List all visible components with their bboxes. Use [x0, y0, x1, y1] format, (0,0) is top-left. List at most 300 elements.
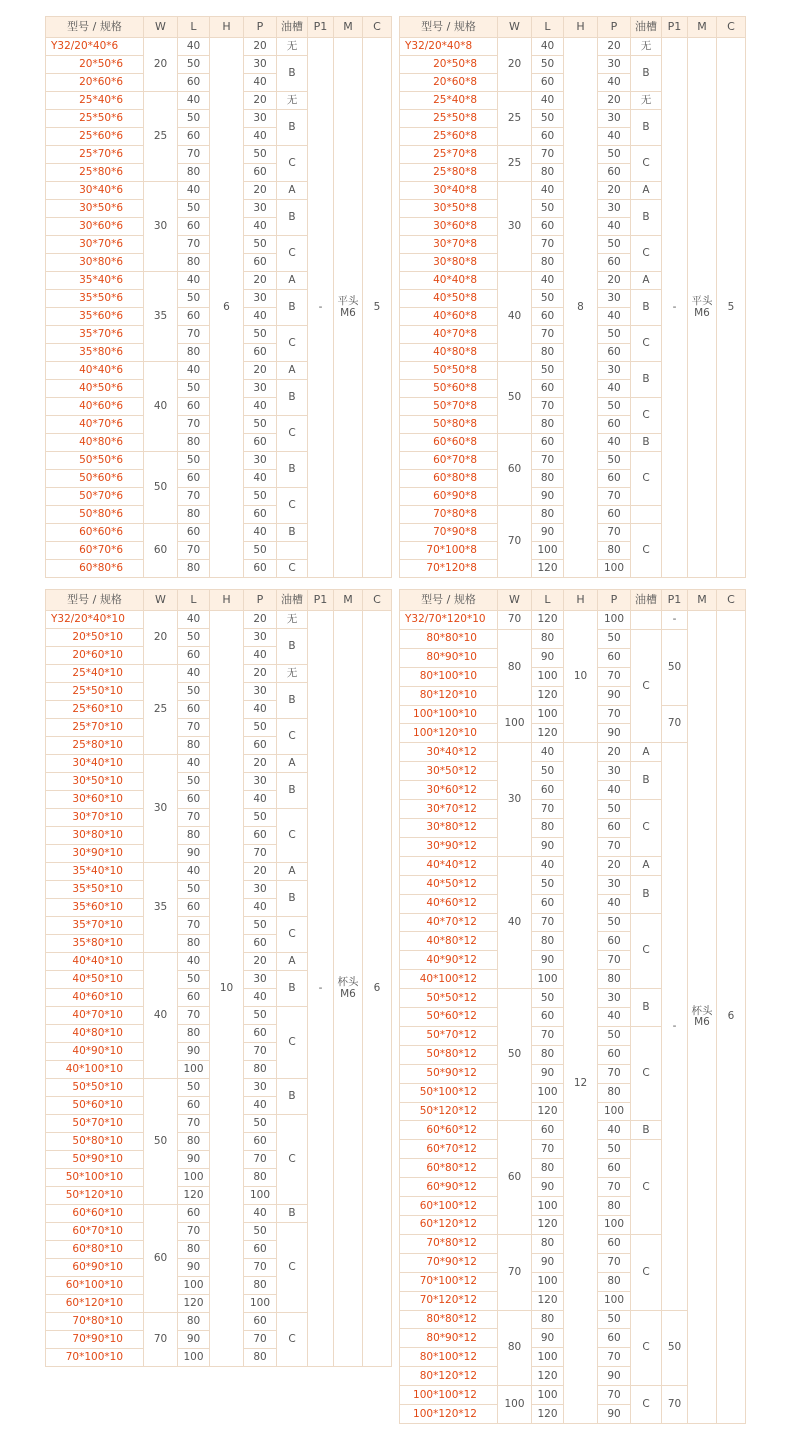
length-cell: 50 [178, 629, 210, 647]
pitch-cell: 20 [244, 272, 277, 290]
groove-cell: C [631, 1310, 662, 1386]
length-cell: 50 [532, 200, 564, 218]
pitch-cell: 40 [244, 647, 277, 665]
length-cell: 90 [178, 845, 210, 863]
length-cell: 40 [178, 755, 210, 773]
model-cell: 60*90*12 [400, 1178, 498, 1197]
groove-cell: 无 [631, 38, 662, 56]
length-cell: 50 [178, 683, 210, 701]
model-cell: 40*100*10 [46, 1061, 144, 1079]
column-header: P [598, 17, 631, 38]
length-cell: 60 [178, 74, 210, 92]
groove-cell: B [277, 380, 308, 416]
model-cell: 40*90*10 [46, 1043, 144, 1061]
spec-table-6mm [45, 16, 392, 578]
column-header: 型号 / 规格 [46, 17, 144, 38]
pitch-cell: 30 [598, 110, 631, 128]
pitch-cell: 20 [244, 665, 277, 683]
column-header: 型号 / 规格 [400, 17, 498, 38]
groove-cell: C [277, 488, 308, 524]
groove-cell: A [277, 362, 308, 380]
groove-cell: B [277, 110, 308, 146]
length-cell: 60 [178, 989, 210, 1007]
pitch-cell: 30 [244, 56, 277, 74]
c-value-cell: 6 [717, 611, 746, 1424]
model-cell: Y32/20*40*8 [400, 38, 498, 56]
length-cell: 100 [532, 667, 564, 686]
pitch-cell: 60 [598, 932, 631, 951]
width-cell: 40 [498, 856, 532, 988]
length-cell: 70 [532, 452, 564, 470]
pitch-cell: 60 [244, 434, 277, 452]
column-header: W [144, 590, 178, 611]
length-cell: 60 [532, 380, 564, 398]
length-cell: 70 [532, 800, 564, 819]
pitch-cell: 30 [244, 971, 277, 989]
model-cell: 30*80*8 [400, 254, 498, 272]
pitch-cell: 80 [244, 1349, 277, 1367]
pitch-cell: 50 [244, 146, 277, 164]
model-cell: 25*50*8 [400, 110, 498, 128]
height-cell: 10 [564, 611, 598, 743]
pitch-cell: 50 [244, 416, 277, 434]
width-cell: 70 [498, 611, 532, 630]
pitch-cell: 100 [598, 1291, 631, 1310]
length-cell: 90 [532, 1064, 564, 1083]
mount-cell: 杯头 M6 [688, 611, 717, 1424]
groove-cell: B [631, 1121, 662, 1140]
model-cell: 40*40*6 [46, 362, 144, 380]
groove-cell: B [277, 773, 308, 809]
width-cell: 50 [498, 362, 532, 434]
model-cell: 30*40*10 [46, 755, 144, 773]
length-cell: 80 [178, 506, 210, 524]
length-cell: 120 [178, 1187, 210, 1205]
model-cell: 40*90*12 [400, 951, 498, 970]
model-cell: 30*70*10 [46, 809, 144, 827]
model-cell: 30*80*12 [400, 818, 498, 837]
length-cell: 70 [178, 542, 210, 560]
pitch-cell: 80 [598, 970, 631, 989]
model-cell: 70*90*10 [46, 1331, 144, 1349]
pitch-cell: 40 [244, 128, 277, 146]
length-cell: 70 [178, 917, 210, 935]
model-cell: 30*70*6 [46, 236, 144, 254]
model-cell: 60*120*12 [400, 1216, 498, 1235]
length-cell: 40 [532, 856, 564, 875]
length-cell: 60 [178, 128, 210, 146]
model-cell: 50*90*12 [400, 1064, 498, 1083]
width-cell: 50 [498, 989, 532, 1121]
length-cell: 80 [532, 818, 564, 837]
width-cell: 30 [144, 182, 178, 272]
table-row [400, 611, 746, 630]
groove-cell: B [631, 362, 662, 398]
model-cell: 30*40*12 [400, 743, 498, 762]
pitch-cell: 60 [598, 818, 631, 837]
groove-cell: B [277, 452, 308, 488]
model-cell: 40*80*6 [46, 434, 144, 452]
model-cell: 60*100*10 [46, 1277, 144, 1295]
length-cell: 50 [178, 881, 210, 899]
table-row [46, 611, 392, 629]
spec-table-8mm [399, 16, 746, 578]
column-header: P1 [662, 590, 688, 611]
length-cell: 70 [178, 488, 210, 506]
pitch-cell: 50 [244, 1115, 277, 1133]
groove-cell: C [631, 452, 662, 506]
length-cell: 40 [532, 38, 564, 56]
p1-cell: - [308, 38, 334, 578]
pitch-cell: 50 [598, 1140, 631, 1159]
model-cell: 30*50*6 [46, 200, 144, 218]
model-cell: 40*50*10 [46, 971, 144, 989]
pitch-cell: 40 [598, 128, 631, 146]
length-cell: 80 [532, 1045, 564, 1064]
model-cell: 60*70*10 [46, 1223, 144, 1241]
groove-cell: A [277, 272, 308, 290]
column-header: L [532, 17, 564, 38]
length-cell: 60 [532, 74, 564, 92]
length-cell: 80 [532, 470, 564, 488]
column-header: 型号 / 规格 [400, 590, 498, 611]
pitch-cell: 50 [244, 719, 277, 737]
length-cell: 50 [178, 971, 210, 989]
pitch-cell: 70 [598, 1348, 631, 1367]
model-cell: 40*50*12 [400, 875, 498, 894]
model-cell: 60*120*10 [46, 1295, 144, 1313]
model-cell: 35*60*6 [46, 308, 144, 326]
length-cell: 60 [532, 128, 564, 146]
length-cell: 50 [532, 362, 564, 380]
table-row [46, 38, 392, 56]
length-cell: 60 [532, 1008, 564, 1027]
length-cell: 70 [178, 326, 210, 344]
column-header: L [532, 590, 564, 611]
p1-cell: - [662, 611, 688, 630]
model-cell: 25*70*10 [46, 719, 144, 737]
length-cell: 100 [532, 542, 564, 560]
model-cell: 50*50*10 [46, 1079, 144, 1097]
length-cell: 90 [178, 1331, 210, 1349]
model-cell: 80*100*10 [400, 667, 498, 686]
groove-cell: B [631, 875, 662, 913]
length-cell: 60 [178, 308, 210, 326]
groove-cell: B [631, 989, 662, 1027]
model-cell: 50*120*12 [400, 1102, 498, 1121]
length-cell: 80 [532, 164, 564, 182]
model-cell: 50*70*10 [46, 1115, 144, 1133]
length-cell: 70 [178, 809, 210, 827]
pitch-cell: 60 [598, 1045, 631, 1064]
pitch-cell: 60 [598, 416, 631, 434]
groove-cell: C [277, 236, 308, 272]
pitch-cell: 70 [598, 951, 631, 970]
model-cell: 40*70*8 [400, 326, 498, 344]
model-cell: 80*120*10 [400, 686, 498, 705]
model-cell: 50*60*12 [400, 1008, 498, 1027]
length-cell: 100 [532, 1197, 564, 1216]
length-cell: 100 [178, 1169, 210, 1187]
groove-cell: C [277, 146, 308, 182]
length-cell: 80 [532, 1234, 564, 1253]
model-cell: 30*60*6 [46, 218, 144, 236]
pitch-cell: 60 [598, 164, 631, 182]
length-cell: 70 [532, 1026, 564, 1045]
model-cell: 25*70*8 [400, 146, 498, 164]
length-cell: 100 [532, 705, 564, 724]
width-cell: 35 [144, 272, 178, 362]
length-cell: 70 [178, 146, 210, 164]
model-cell: 40*80*10 [46, 1025, 144, 1043]
model-cell: 35*70*10 [46, 917, 144, 935]
column-header: C [717, 17, 746, 38]
length-cell: 60 [532, 781, 564, 800]
pitch-cell: 40 [598, 380, 631, 398]
length-cell: 60 [178, 218, 210, 236]
groove-cell: B [277, 1079, 308, 1115]
groove-cell: C [277, 560, 308, 578]
length-cell: 40 [178, 863, 210, 881]
length-cell: 60 [532, 434, 564, 452]
width-cell: 100 [498, 1386, 532, 1424]
pitch-cell: 20 [244, 863, 277, 881]
pitch-cell: 50 [598, 1310, 631, 1329]
pitch-cell: 50 [244, 1223, 277, 1241]
length-cell: 80 [532, 1159, 564, 1178]
pitch-cell: 50 [598, 326, 631, 344]
pitch-cell: 70 [598, 1178, 631, 1197]
pitch-cell: 30 [598, 290, 631, 308]
pitch-cell: 40 [244, 899, 277, 917]
width-cell: 20 [144, 611, 178, 665]
mount-cell: 杯头 M6 [334, 611, 363, 1367]
pitch-cell: 30 [598, 362, 631, 380]
pitch-cell: 100 [244, 1295, 277, 1313]
model-cell: Y32/70*120*10 [400, 611, 498, 630]
pitch-cell: 20 [598, 856, 631, 875]
model-cell: 25*80*6 [46, 164, 144, 182]
pitch-cell: 60 [244, 164, 277, 182]
pitch-cell: 20 [244, 38, 277, 56]
height-cell: 12 [564, 743, 598, 1424]
pitch-cell: 40 [244, 1205, 277, 1223]
length-cell: 90 [532, 1329, 564, 1348]
pitch-cell: 20 [244, 953, 277, 971]
groove-cell: B [631, 200, 662, 236]
pitch-cell: 60 [598, 506, 631, 524]
groove-cell: C [277, 326, 308, 362]
spec-table-12mm [399, 589, 746, 1424]
pitch-cell: 50 [598, 1026, 631, 1045]
pitch-cell: 20 [244, 362, 277, 380]
pitch-cell: 90 [598, 686, 631, 705]
model-cell: 30*80*10 [46, 827, 144, 845]
pitch-cell: 60 [244, 560, 277, 578]
width-cell: 70 [498, 1234, 532, 1310]
pitch-cell: 50 [244, 236, 277, 254]
pitch-cell: 60 [244, 344, 277, 362]
width-cell: 25 [498, 146, 532, 182]
width-cell: 40 [144, 362, 178, 452]
length-cell: 90 [532, 648, 564, 667]
length-cell: 50 [178, 110, 210, 128]
p1-cell: - [662, 38, 688, 578]
length-cell: 40 [178, 362, 210, 380]
pitch-cell: 70 [244, 1331, 277, 1349]
length-cell: 90 [532, 488, 564, 506]
model-cell: 70*100*10 [46, 1349, 144, 1367]
pitch-cell: 20 [244, 182, 277, 200]
model-cell: 100*120*12 [400, 1405, 498, 1424]
groove-cell: B [277, 1205, 308, 1223]
model-cell: 80*100*12 [400, 1348, 498, 1367]
length-cell: 120 [532, 1102, 564, 1121]
length-cell: 70 [178, 416, 210, 434]
pitch-cell: 50 [598, 452, 631, 470]
length-cell: 60 [532, 308, 564, 326]
model-cell: 20*50*10 [46, 629, 144, 647]
length-cell: 40 [178, 953, 210, 971]
pitch-cell: 60 [598, 1329, 631, 1348]
p1-cell: - [308, 611, 334, 1367]
length-cell: 100 [532, 1083, 564, 1102]
groove-cell: B [277, 524, 308, 542]
column-header: M [688, 590, 717, 611]
pitch-cell: 30 [598, 989, 631, 1008]
length-cell: 50 [532, 110, 564, 128]
column-header: P1 [308, 17, 334, 38]
height-cell: 10 [210, 611, 244, 1367]
model-cell: 80*80*12 [400, 1310, 498, 1329]
length-cell: 120 [532, 686, 564, 705]
length-cell: 40 [178, 611, 210, 629]
model-cell: 60*90*8 [400, 488, 498, 506]
model-cell: 35*40*10 [46, 863, 144, 881]
pitch-cell: 40 [244, 308, 277, 326]
p1-cell: 50 [662, 629, 688, 705]
length-cell: 60 [178, 791, 210, 809]
pitch-cell: 70 [598, 667, 631, 686]
model-cell: 30*90*10 [46, 845, 144, 863]
pitch-cell: 40 [598, 74, 631, 92]
length-cell: 80 [178, 254, 210, 272]
length-cell: 120 [532, 560, 564, 578]
pitch-cell: 20 [598, 182, 631, 200]
pitch-cell: 20 [598, 92, 631, 110]
length-cell: 40 [178, 272, 210, 290]
pitch-cell: 30 [244, 452, 277, 470]
model-cell: 60*60*8 [400, 434, 498, 452]
model-cell: 25*40*8 [400, 92, 498, 110]
width-cell: 50 [144, 1079, 178, 1205]
width-cell: 80 [498, 1310, 532, 1386]
column-header: 油槽 [631, 17, 662, 38]
model-cell: 70*120*8 [400, 560, 498, 578]
pitch-cell: 30 [244, 683, 277, 701]
length-cell: 70 [532, 236, 564, 254]
groove-cell: B [277, 881, 308, 917]
pitch-cell: 100 [598, 1102, 631, 1121]
pitch-cell: 60 [244, 935, 277, 953]
model-cell: 25*80*10 [46, 737, 144, 755]
length-cell: 80 [178, 164, 210, 182]
model-cell: 40*70*12 [400, 913, 498, 932]
model-cell: 30*50*8 [400, 200, 498, 218]
model-cell: 60*60*10 [46, 1205, 144, 1223]
pitch-cell: 40 [244, 524, 277, 542]
model-cell: 70*80*10 [46, 1313, 144, 1331]
length-cell: 80 [178, 434, 210, 452]
length-cell: 50 [178, 380, 210, 398]
length-cell: 60 [178, 647, 210, 665]
pitch-cell: 50 [244, 809, 277, 827]
length-cell: 60 [178, 524, 210, 542]
model-cell: 70*80*8 [400, 506, 498, 524]
model-cell: 50*70*12 [400, 1026, 498, 1045]
pitch-cell: 30 [244, 773, 277, 791]
pitch-cell: 40 [244, 218, 277, 236]
model-cell: 50*80*6 [46, 506, 144, 524]
model-cell: 70*80*12 [400, 1234, 498, 1253]
pitch-cell: 40 [244, 791, 277, 809]
length-cell: 70 [532, 146, 564, 164]
p1-cell: 70 [662, 1386, 688, 1424]
column-header: C [717, 590, 746, 611]
length-cell: 40 [178, 182, 210, 200]
pitch-cell: 60 [244, 1313, 277, 1331]
pitch-cell: 50 [598, 629, 631, 648]
column-header: L [178, 17, 210, 38]
length-cell: 60 [532, 1121, 564, 1140]
model-cell: 70*100*12 [400, 1272, 498, 1291]
pitch-cell: 70 [598, 488, 631, 506]
model-cell: 60*70*8 [400, 452, 498, 470]
model-cell: 50*60*10 [46, 1097, 144, 1115]
model-cell: 60*80*8 [400, 470, 498, 488]
pitch-cell: 20 [598, 272, 631, 290]
pitch-cell: 100 [598, 1216, 631, 1235]
pitch-cell: 30 [598, 200, 631, 218]
model-cell: 60*70*12 [400, 1140, 498, 1159]
p1-cell: 50 [662, 1310, 688, 1386]
model-cell: 25*50*6 [46, 110, 144, 128]
groove-cell: C [631, 1234, 662, 1310]
length-cell: 80 [532, 1310, 564, 1329]
groove-cell: C [277, 1223, 308, 1313]
length-cell: 70 [178, 1223, 210, 1241]
groove-cell: C [631, 1026, 662, 1121]
length-cell: 80 [178, 1133, 210, 1151]
length-cell: 60 [532, 894, 564, 913]
groove-cell: A [631, 856, 662, 875]
model-cell: 100*120*10 [400, 724, 498, 743]
width-cell: 40 [498, 272, 532, 362]
width-cell: 30 [498, 743, 532, 856]
pitch-cell: 30 [244, 629, 277, 647]
pitch-cell: 30 [244, 1079, 277, 1097]
width-cell: 70 [144, 1313, 178, 1367]
model-cell: 25*70*6 [46, 146, 144, 164]
length-cell: 50 [532, 989, 564, 1008]
model-cell: 30*70*8 [400, 236, 498, 254]
width-cell: 70 [498, 506, 532, 578]
model-cell: 30*50*12 [400, 762, 498, 781]
pitch-cell: 90 [598, 1367, 631, 1386]
model-cell: 30*70*12 [400, 800, 498, 819]
width-cell: 35 [144, 863, 178, 953]
width-cell: 60 [498, 1121, 532, 1234]
